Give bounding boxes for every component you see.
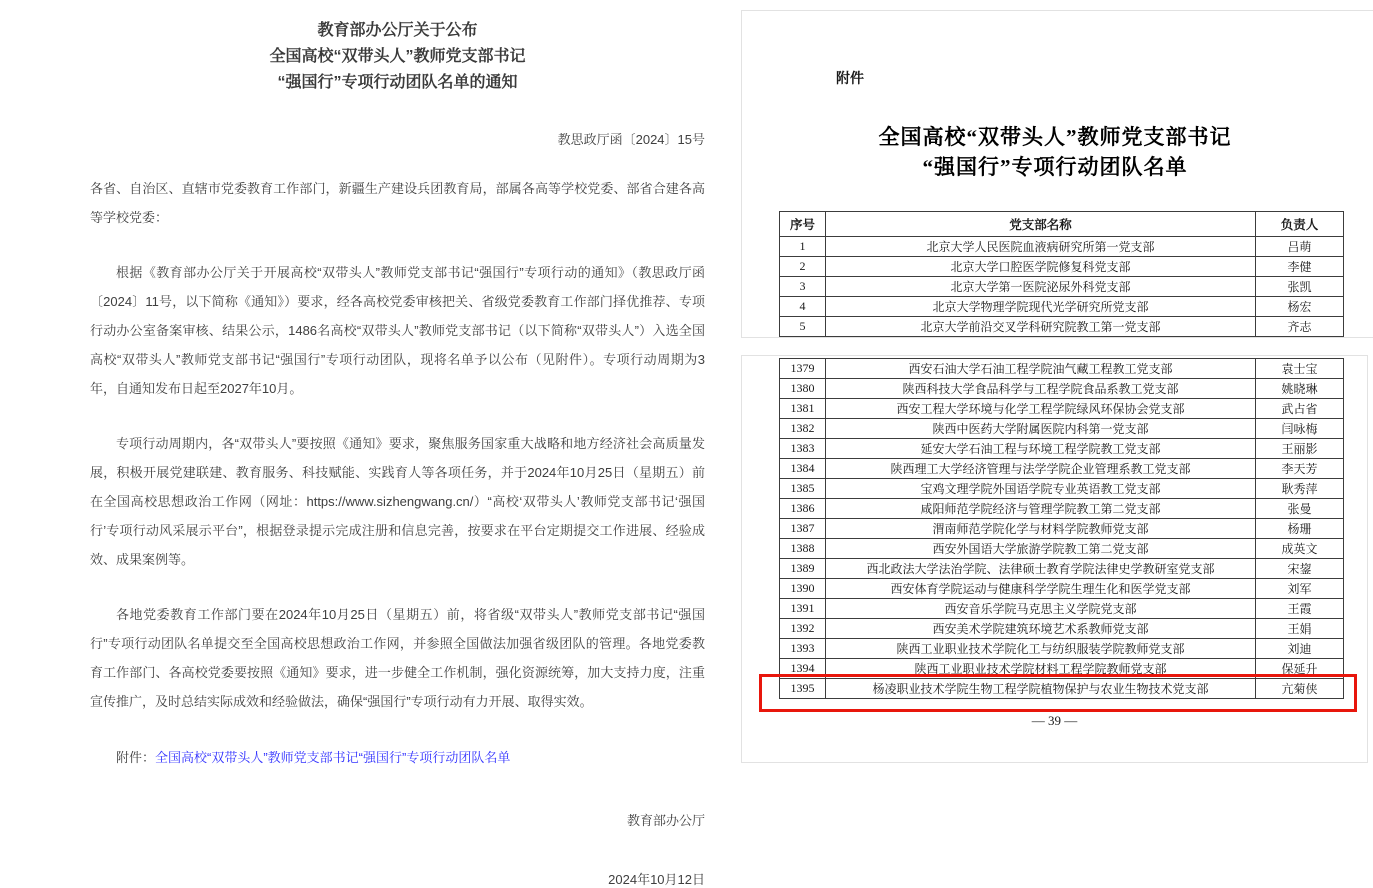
table-cell: 王丽影	[1256, 439, 1344, 459]
table-cell: 1389	[780, 559, 826, 579]
table-cell: 5	[780, 317, 826, 337]
table-cell: 渭南师范学院化学与材料学院教师党支部	[826, 519, 1256, 539]
table-cell: 陕西理工大学经济管理与法学学院企业管理系教工党支部	[826, 459, 1256, 479]
table-cell: 北京大学物理学院现代光学研究所党支部	[826, 297, 1256, 317]
table-cell: 袁士宝	[1256, 359, 1344, 379]
table-cell: 4	[780, 297, 826, 317]
table-cell: 西安外国语大学旅游学院教工第二党支部	[826, 539, 1256, 559]
table-cell: 西安体育学院运动与健康科学学院生理生化和医学党支部	[826, 579, 1256, 599]
table-cell: 1382	[780, 419, 826, 439]
col-header-branch: 党支部名称	[826, 212, 1256, 237]
table-cell: 北京大学口腔医学院修复科党支部	[826, 257, 1256, 277]
table-cell: 1379	[780, 359, 826, 379]
table-cell: 1385	[780, 479, 826, 499]
table-cell: 姚晓琳	[1256, 379, 1344, 399]
table-cell: 1393	[780, 639, 826, 659]
document-number: 教思政厅函〔2024〕15号	[557, 132, 705, 147]
attachment-heading: 附件	[836, 72, 864, 87]
table-cell: 吕萌	[1256, 237, 1344, 257]
table-cell: 西北政法大学法治学院、法律硕士教育学院法律史学教研室党支部	[826, 559, 1256, 579]
table-cell: 1388	[780, 539, 826, 559]
notice-title-line: 全国高校“双带头人”教师党支部书记	[269, 48, 526, 65]
notice-title	[90, 18, 705, 96]
table-row	[780, 379, 1344, 399]
roster-title-line: 全国高校“双带头人”教师党支部书记	[878, 125, 1232, 149]
table-cell: 杨珊	[1256, 519, 1344, 539]
table-cell: 李健	[1256, 257, 1344, 277]
table-cell: 咸阳师范学院经济与管理学院教工第二党支部	[826, 499, 1256, 519]
table-cell: 宝鸡文理学院外国语学院专业英语教工党支部	[826, 479, 1256, 499]
table-cell: 齐志	[1256, 317, 1344, 337]
table-cell: 张曼	[1256, 499, 1344, 519]
table-row	[780, 499, 1344, 519]
attachment-panel	[741, 10, 1373, 763]
table-cell: 亢菊侠	[1256, 679, 1344, 699]
page-number: — 39 —	[1031, 713, 1078, 728]
table-cell: 杨凌职业技术学院生物工程学院植物保护与农业生物技术党支部	[826, 679, 1256, 699]
roster-title	[750, 122, 1360, 182]
table-row	[780, 479, 1344, 499]
table-row	[780, 439, 1344, 459]
attachment-label: 附件：	[116, 750, 156, 765]
table-cell: 延安大学石油工程与环境工程学院教工党支部	[826, 439, 1256, 459]
issue-date: 2024年10月12日	[608, 872, 705, 887]
table-cell: 3	[780, 277, 826, 297]
table-cell: 1390	[780, 579, 826, 599]
table-row	[780, 277, 1344, 297]
table-row	[780, 579, 1344, 599]
table-cell: 2	[780, 257, 826, 277]
table-cell: 张凯	[1256, 277, 1344, 297]
table-cell: 陕西工业职业技术学院化工与纺织服装学院教师党支部	[826, 639, 1256, 659]
table-cell: 刘迪	[1256, 639, 1344, 659]
table-row	[780, 539, 1344, 559]
table-row	[780, 619, 1344, 639]
table-row	[780, 639, 1344, 659]
table-cell: 西安美术学院建筑环境艺术系教师党支部	[826, 619, 1256, 639]
table-cell: 王霞	[1256, 599, 1344, 619]
body-paragraph: 专项行动周期内，各“双带头人”要按照《通知》要求，聚焦服务国家重大战略和地方经济社会高质量发展，积极开展党建联建、教育服务、科技赋能、实践育人等各项任务，并于2024年10月25日（星期五）前在全国高校思想政治工作网（网址：https://www.sizhengwang.cn/）“高校‘双带头人’教师党支部书记‘强国行’专项行动风采展示平台”，根据登录提示完成注册和信息完善，按要求在平台定期提交工作进展、经验成效、成果案例等。	[90, 436, 705, 567]
table-cell: 北京大学前沿交叉学科研究院教工第一党支部	[826, 317, 1256, 337]
roster-table-top	[779, 211, 1344, 337]
notice-body	[90, 174, 705, 716]
table-cell: 西安音乐学院马克思主义学院党支部	[826, 599, 1256, 619]
body-paragraph: 各地党委教育工作部门要在2024年10月25日（星期五）前，将省级“双带头人”教师党支部书记“强国行”专项行动团队名单提交至全国高校思想政治工作网，并参照全国做法加强省级团队的管理。各地党委教育工作部门、各高校党委要按照《通知》要求，进一步健全工作机制，强化资源统筹，加大支持力度，注重宣传推广，及时总结实际成效和经验做法，确保“强国行”专项行动有力开展、取得实效。	[90, 607, 705, 709]
table-row	[780, 679, 1344, 699]
roster-title-line: “强国行”专项行动团队名单	[922, 155, 1188, 179]
table-row	[780, 519, 1344, 539]
attachment-page-top	[741, 10, 1373, 338]
table-row	[780, 359, 1344, 379]
table-cell: 武占省	[1256, 399, 1344, 419]
table-cell: 刘军	[1256, 579, 1344, 599]
attachment-link[interactable]: 全国高校“双带头人”教师党支部书记“强国行”专项行动团队名单	[155, 750, 511, 765]
table-row	[780, 459, 1344, 479]
table-cell: 1380	[780, 379, 826, 399]
attachment-line	[90, 743, 705, 772]
issuing-office: 教育部办公厅	[626, 813, 705, 828]
table-cell: 1387	[780, 519, 826, 539]
attachment-page-bottom	[741, 355, 1368, 763]
table-cell: 1383	[780, 439, 826, 459]
table-cell: 1395	[780, 679, 826, 699]
table-cell: 西安石油大学石油工程学院油气藏工程教工党支部	[826, 359, 1256, 379]
table-cell: 宋鋆	[1256, 559, 1344, 579]
table-row	[780, 419, 1344, 439]
table-cell: 杨宏	[1256, 297, 1344, 317]
table-cell: 1394	[780, 659, 826, 679]
table-cell: 保延升	[1256, 659, 1344, 679]
table-row	[780, 559, 1344, 579]
notice-title-line: 教育部办公厅关于公布	[317, 22, 478, 39]
table-cell: 1391	[780, 599, 826, 619]
table-cell: 王娟	[1256, 619, 1344, 639]
table-cell: 陕西科技大学食品科学与工程学院食品系教工党支部	[826, 379, 1256, 399]
table-cell: 北京大学人民医院血液病研究所第一党支部	[826, 237, 1256, 257]
table-row	[780, 317, 1344, 337]
table-cell: 陕西中医药大学附属医院内科第一党支部	[826, 419, 1256, 439]
table-cell: 1384	[780, 459, 826, 479]
col-header-index: 序号	[780, 212, 826, 237]
table-cell: 西安工程大学环境与化学工程学院绿风环保协会党支部	[826, 399, 1256, 419]
table-cell: 耿秀萍	[1256, 479, 1344, 499]
table-cell: 李天芳	[1256, 459, 1344, 479]
table-cell: 1	[780, 237, 826, 257]
table-cell: 陕西工业职业技术学院材料工程学院教师党支部	[826, 659, 1256, 679]
col-header-leader: 负责人	[1256, 212, 1344, 237]
roster-table-bottom	[779, 358, 1344, 699]
table-cell: 成英文	[1256, 539, 1344, 559]
salutation-paragraph: 各省、自治区、直辖市党委教育工作部门，新疆生产建设兵团教育局，部属各高等学校党委、部省合建各高等学校党委：	[90, 181, 705, 225]
table-cell: 北京大学第一医院泌尿外科党支部	[826, 277, 1256, 297]
table-cell: 闫咏梅	[1256, 419, 1344, 439]
table-row	[780, 399, 1344, 419]
table-cell: 1386	[780, 499, 826, 519]
table-row	[780, 237, 1344, 257]
body-paragraph: 根据《教育部办公厅关于开展高校“双带头人”教师党支部书记“强国行”专项行动的通知》（教思政厅函〔2024〕11号，以下简称《通知》）要求，经各高校党委审核把关、省级党委教育工作部门择优推荐、专项行动办公室备案审核、结果公示，1486名高校“双带头人”教师党支部书记（以下简称“双带头人”）入选全国高校“双带头人”教师党支部书记“强国行”专项行动团队，现将名单予以公布（见附件）。专项行动周期为3年，自通知发布日起至2027年10月。	[90, 265, 705, 396]
table-row	[780, 659, 1344, 679]
table-row	[780, 257, 1344, 277]
notice-title-line: “强国行”专项行动团队名单的通知	[277, 74, 518, 91]
table-row	[780, 599, 1344, 619]
table-cell: 1381	[780, 399, 826, 419]
table-row	[780, 297, 1344, 317]
table-header-row	[780, 212, 1344, 237]
table-cell: 1392	[780, 619, 826, 639]
